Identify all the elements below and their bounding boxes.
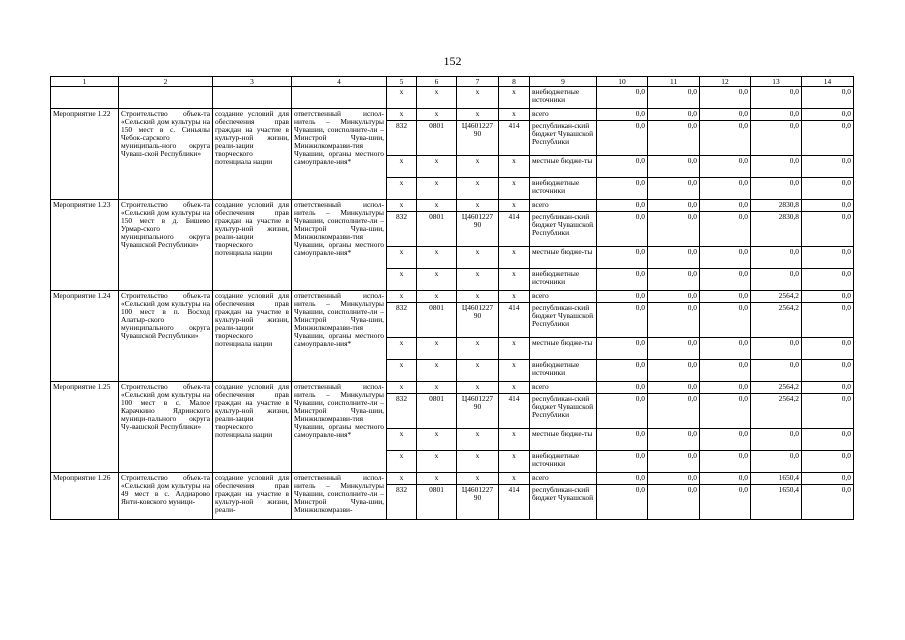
cell-ministry: х [387,156,417,178]
cell-section: 0801 [417,121,457,156]
cell-section: 0801 [417,485,457,520]
cell-value: 0,0 [802,178,854,200]
cell-value: 0,0 [648,473,700,485]
cell-value: 2564,2 [751,382,802,394]
cell-value: 0,0 [648,212,700,247]
table-row [51,87,854,109]
cell-section: х [417,200,457,212]
cell-value: 0,0 [597,360,648,382]
cell-expense-type: 414 [499,121,530,156]
cell-target: х [457,338,499,360]
cell-value: 0,0 [802,303,854,338]
events-body [51,109,854,520]
cell-expense-type: х [499,247,530,269]
cell-source: местные бюдже-ты [530,247,597,269]
cell-value: 0,0 [751,109,802,121]
table-row [51,109,854,121]
cell-value: 0,0 [802,473,854,485]
cell-target: Ц4601227 90 [457,212,499,247]
cell-expense-type: 414 [499,394,530,429]
table-row [51,200,854,212]
cell-value: 0,0 [802,87,854,109]
cell-value: 0,0 [700,121,751,156]
event-executor: ответственный испол-нитель – Минкультуры Чувашии, соисполните-ли – Минстрой Чува-шии, Минжилкомразви-тия Чувашии, органы местного самоуправле-ния* [292,109,387,200]
cell-target: х [457,269,499,291]
cell-section: 0801 [417,303,457,338]
event-goal: создание условий для обеспечения прав граждан на участие в культур-ной жизни, реали-зации творческого потенциала нации [213,200,292,291]
cell-value: 0,0 [802,200,854,212]
cell-value: 0,0 [648,178,700,200]
event-name: Строительство объек-та «Сельский дом культуры на 150 мест в с. Синьялы Чебок-сарского муниципаль-ного округа Чуваш-ской Республики» [119,109,213,200]
cell-source: местные бюдже-ты [530,429,597,451]
table-row [51,291,854,303]
cell-section: х [417,269,457,291]
cell-value: 0,0 [648,269,700,291]
cell-expense-type: х [499,156,530,178]
cell-value: 0,0 [597,485,648,520]
cell-section: 0801 [417,212,457,247]
empty-cell [119,87,213,109]
cell-value: 0,0 [597,212,648,247]
cell-ministry: 832 [387,394,417,429]
cell-value: 0,0 [802,121,854,156]
cell-value: 0,0 [802,485,854,520]
cell-source: республикан-ский бюджет Чувашской [530,485,597,520]
cell-value: 2564,2 [751,303,802,338]
event-id: Мероприятие 1.26 [51,473,119,520]
cell-value: 0,0 [802,212,854,247]
cell-value: 1650,4 [751,485,802,520]
cell-value: 0,0 [751,338,802,360]
cell-expense-type: х [499,200,530,212]
cell-source: всего [530,291,597,303]
event-goal: создание условий для обеспечения прав граждан на участие в культур-ной жизни, реали-зации творческого потенциала нации [213,382,292,473]
column-header: 14 [802,77,854,87]
cell-value: 0,0 [648,291,700,303]
cell-value: 0,0 [700,382,751,394]
column-header: 1 [51,77,119,87]
cell-value: 0,0 [700,451,751,473]
cell-value: 0,0 [597,121,648,156]
cell-value: 0,0 [597,394,648,429]
cell-source: внебюджетные источники [530,87,597,109]
cell-section: х [417,291,457,303]
cell-value: 0,0 [802,429,854,451]
cell-target: х [457,178,499,200]
cell-expense-type: х [499,338,530,360]
cell-target: Ц4601227 90 [457,121,499,156]
event-goal: создание условий для обеспечения прав граждан на участие в культур-ной жизни, реали- [213,473,292,520]
cell-value: 0,0 [700,269,751,291]
event-name: Строительство объек-та «Сельский дом культуры на 49 мест в с. Алдиарово Янти-ковского муници- [119,473,213,520]
cell-value: 0,0 [648,485,700,520]
cell-source: местные бюдже-ты [530,156,597,178]
cell-source: всего [530,200,597,212]
cell-value: 0,0 [700,109,751,121]
cell-value: 0,0 [751,360,802,382]
cell-value: 0,0 [648,109,700,121]
event-goal: создание условий для обеспечения прав граждан на участие в культур-ной жизни, реали-зации творческого потенциала нации [213,109,292,200]
cell-value: 2830,8 [751,200,802,212]
cell-value: 1650,4 [751,473,802,485]
cell-value: 0,0 [802,291,854,303]
cell-target: х [457,451,499,473]
cell-value: 0,0 [597,247,648,269]
empty-cell [51,87,119,109]
cell-value: 0,0 [597,269,648,291]
budget-table [50,76,854,520]
cell-value: 0,0 [751,178,802,200]
cell-value: 0,0 [802,269,854,291]
cell-ministry: х [387,473,417,485]
cell-section: х [417,451,457,473]
cell-ministry: х [387,291,417,303]
cell-value: 0,0 [751,269,802,291]
cell-expense-type: 414 [499,212,530,247]
cell-value: 0,0 [597,473,648,485]
column-header: 2 [119,77,213,87]
cell-value: 0,0 [751,429,802,451]
event-id: Мероприятие 1.25 [51,382,119,473]
event-name: Строительство объек-та «Сельский дом культуры на 100 мест в с. Малое Карачкино Ядринского муници-пального округа Чу-вашской Республики» [119,382,213,473]
cell-ministry: х [387,429,417,451]
event-executor: ответственный испол-нитель – Минкультуры Чувашии, соисполните-ли – Минстрой Чува-шии, Минжилкомразви- [292,473,387,520]
cell-expense-type: х [499,87,530,109]
cell-value: 0,0 [648,303,700,338]
cell-target: х [457,200,499,212]
cell-value: 0,0 [802,156,854,178]
cell-target: х [457,87,499,109]
cell-value: 0,0 [700,247,751,269]
cell-value: 0,0 [648,451,700,473]
cell-value: 0,0 [700,338,751,360]
cell-value: 0,0 [700,156,751,178]
cell-value: 0,0 [700,485,751,520]
cell-value: 0,0 [802,394,854,429]
cell-value: 0,0 [700,303,751,338]
cell-ministry: х [387,382,417,394]
cell-value: 0,0 [700,87,751,109]
column-header: 9 [530,77,597,87]
cell-expense-type: х [499,178,530,200]
cell-ministry: 832 [387,485,417,520]
cell-target: Ц4601227 90 [457,394,499,429]
cell-source: республикан-ский бюджет Чувашской Республики [530,121,597,156]
cell-ministry: 832 [387,121,417,156]
cell-value: 0,0 [597,200,648,212]
cell-section: х [417,382,457,394]
cell-target: Ц4601227 90 [457,303,499,338]
cell-expense-type: х [499,473,530,485]
cell-target: х [457,429,499,451]
cell-value: 0,0 [751,451,802,473]
cell-source: местные бюдже-ты [530,338,597,360]
cell-value: 0,0 [802,109,854,121]
cell-ministry: 832 [387,212,417,247]
column-header: 7 [457,77,499,87]
event-id: Мероприятие 1.23 [51,200,119,291]
cell-value: 0,0 [648,360,700,382]
cell-value: 2564,2 [751,394,802,429]
cell-expense-type: х [499,360,530,382]
cell-value: 0,0 [597,303,648,338]
cell-source: республикан-ский бюджет Чувашской Республики [530,303,597,338]
cell-ministry: х [387,109,417,121]
column-header: 3 [213,77,292,87]
column-header: 8 [499,77,530,87]
cell-section: х [417,178,457,200]
cell-source: республикан-ский бюджет Чувашской Республики [530,394,597,429]
cell-value: 0,0 [597,109,648,121]
cell-value: 0,0 [802,360,854,382]
cell-target: х [457,360,499,382]
table-row [51,473,854,485]
cell-value: 2830,8 [751,212,802,247]
cell-expense-type: х [499,382,530,394]
cell-value: 0,0 [751,247,802,269]
cell-source: всего [530,382,597,394]
cell-value: 0,0 [648,394,700,429]
cell-value: 0,0 [648,156,700,178]
cell-expense-type: х [499,269,530,291]
cell-target: Ц4601227 90 [457,485,499,520]
cell-section: х [417,473,457,485]
cell-value: 0,0 [648,87,700,109]
empty-cell [213,87,292,109]
column-header: 10 [597,77,648,87]
cell-value: 0,0 [700,473,751,485]
cell-source: внебюджетные источники [530,269,597,291]
cell-value: 0,0 [700,429,751,451]
cell-expense-type: х [499,451,530,473]
cell-source: республикан-ский бюджет Чувашской Республики [530,212,597,247]
table-row [51,382,854,394]
cell-ministry: х [387,178,417,200]
cell-ministry: х [387,247,417,269]
cell-value: 0,0 [700,212,751,247]
cell-value: 0,0 [751,121,802,156]
cell-target: х [457,473,499,485]
cell-ministry: х [387,451,417,473]
cell-value: 0,0 [648,121,700,156]
cell-value: 0,0 [802,451,854,473]
event-id: Мероприятие 1.22 [51,109,119,200]
column-header: 13 [751,77,802,87]
cell-value: 0,0 [648,382,700,394]
event-name: Строительство объек-та «Сельский дом культуры на 100 мест в п. Восход Алатыр-ского муниципального округа Чувашской Республики» [119,291,213,382]
cell-value: 0,0 [700,291,751,303]
cell-value: 2564,2 [751,291,802,303]
cell-ministry: 832 [387,303,417,338]
cell-value: 0,0 [700,178,751,200]
cell-value: 0,0 [700,200,751,212]
cell-value: 0,0 [597,291,648,303]
cell-value: 0,0 [700,360,751,382]
cell-ministry: х [387,200,417,212]
cell-source: внебюджетные источники [530,178,597,200]
cell-target: х [457,247,499,269]
cell-source: внебюджетные источники [530,360,597,382]
cell-value: 0,0 [597,451,648,473]
cell-section: х [417,338,457,360]
event-executor: ответственный испол-нитель – Минкультуры Чувашии, соисполните-ли – Минстрой Чува-шии, Минжилкомразви-тия Чувашии, органы местного самоуправле-ния* [292,200,387,291]
column-header: 4 [292,77,387,87]
event-executor: ответственный испол-нитель – Минкультуры Чувашии, соисполните-ли – Минстрой Чува-шии, Минжилкомразви-тия Чувашии, органы местного самоуправле-ния* [292,291,387,382]
cell-source: всего [530,473,597,485]
cell-target: х [457,382,499,394]
cell-expense-type: х [499,109,530,121]
cell-section: х [417,109,457,121]
cell-section: х [417,156,457,178]
cell-target: х [457,156,499,178]
cell-value: 0,0 [648,429,700,451]
column-header: 6 [417,77,457,87]
cell-value: 0,0 [802,247,854,269]
page-number: 152 [443,54,462,68]
event-goal: создание условий для обеспечения прав граждан на участие в культур-ной жизни, реали-зации творческого потенциала нации [213,291,292,382]
empty-cell [292,87,387,109]
cell-expense-type: х [499,291,530,303]
cell-section: х [417,429,457,451]
cell-value: 0,0 [751,156,802,178]
cell-section: х [417,360,457,382]
cell-section: 0801 [417,394,457,429]
column-header: 11 [648,77,700,87]
cell-value: 0,0 [648,247,700,269]
cell-value: 0,0 [648,200,700,212]
cell-value: 0,0 [802,382,854,394]
cell-target: х [457,109,499,121]
cell-section: х [417,247,457,269]
cell-expense-type: 414 [499,303,530,338]
cell-expense-type: 414 [499,485,530,520]
cell-ministry: х [387,360,417,382]
cell-ministry: х [387,269,417,291]
cell-value: 0,0 [648,338,700,360]
cell-expense-type: х [499,429,530,451]
cell-value: 0,0 [597,178,648,200]
event-name: Строительство объек-та «Сельский дом культуры на 150 мест в д. Бишево Урмар-ского муниципального округа Чувашской Республики» [119,200,213,291]
column-number-row [51,77,854,87]
cell-value: 0,0 [597,156,648,178]
cell-value: 0,0 [597,338,648,360]
cell-value: 0,0 [802,338,854,360]
cell-value: 0,0 [597,382,648,394]
cell-source: внебюджетные источники [530,451,597,473]
cell-ministry: х [387,338,417,360]
cell-source: всего [530,109,597,121]
cell-value: 0,0 [597,429,648,451]
cell-value: 0,0 [751,87,802,109]
cell-value: 0,0 [700,394,751,429]
event-id: Мероприятие 1.24 [51,291,119,382]
column-header: 5 [387,77,417,87]
event-executor: ответственный испол-нитель – Минкультуры Чувашии, соисполните-ли – Минстрой Чува-шии, Минжилкомразви-тия Чувашии, органы местного самоуправле-ния* [292,382,387,473]
cell-target: х [457,291,499,303]
cell-section: х [417,87,457,109]
column-header: 12 [700,77,751,87]
cell-value: 0,0 [597,87,648,109]
cell-ministry: х [387,87,417,109]
